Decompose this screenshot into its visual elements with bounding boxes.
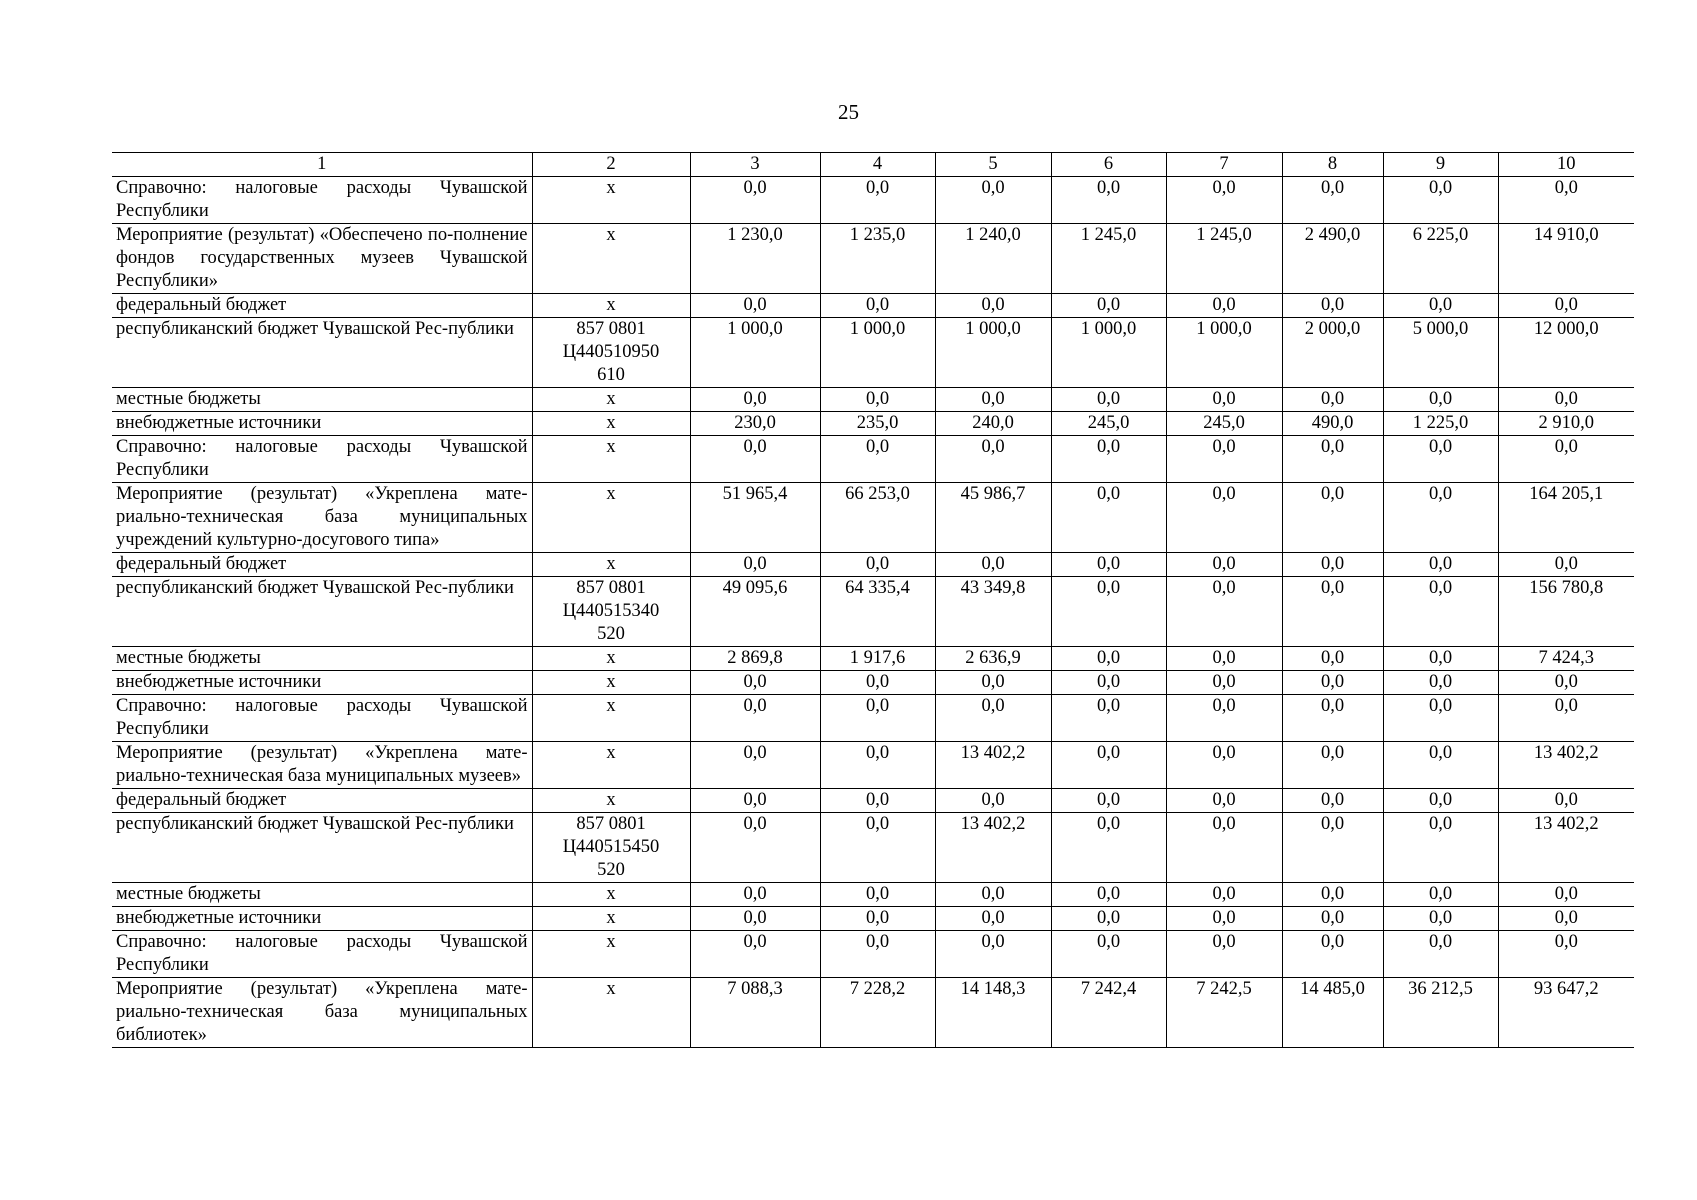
value-cell: 0,0 — [1282, 907, 1383, 931]
value-cell: 1 225,0 — [1383, 412, 1498, 436]
budget-code-line: 857 0801 — [576, 319, 646, 339]
value-cell: 0,0 — [1282, 553, 1383, 577]
value-cell: 0,0 — [1166, 553, 1282, 577]
value-cell: 0,0 — [935, 907, 1051, 931]
value-cell: 0,0 — [1498, 671, 1634, 695]
value-cell: 0,0 — [820, 553, 935, 577]
value-cell: 0,0 — [1498, 789, 1634, 813]
value-cell: 0,0 — [1498, 177, 1634, 224]
value-cell: 164 205,1 — [1498, 483, 1634, 553]
value-cell: 7 424,3 — [1498, 647, 1634, 671]
budget-code-cell — [532, 789, 690, 813]
budget-code-cell — [532, 553, 690, 577]
value-cell: 0,0 — [820, 695, 935, 742]
value-cell: 0,0 — [1498, 907, 1634, 931]
value-cell: 0,0 — [1498, 695, 1634, 742]
value-cell: 0,0 — [1383, 553, 1498, 577]
budget-code-cell — [532, 483, 690, 553]
value-cell: 0,0 — [1383, 789, 1498, 813]
value-cell: 0,0 — [690, 742, 820, 789]
column-header: 10 — [1498, 153, 1634, 177]
value-cell: 14 485,0 — [1282, 978, 1383, 1048]
table-row — [112, 695, 1634, 742]
budget-code-line: Ц440515340 — [562, 601, 660, 621]
budget-code-line: x — [606, 979, 616, 999]
value-cell: 0,0 — [820, 813, 935, 883]
value-cell: 0,0 — [1383, 436, 1498, 483]
value-cell: 0,0 — [1282, 388, 1383, 412]
value-cell: 0,0 — [1282, 813, 1383, 883]
value-cell: 0,0 — [1051, 883, 1166, 907]
row-label: республиканский бюджет Чувашской Рес-публики — [112, 813, 532, 883]
value-cell: 0,0 — [1498, 388, 1634, 412]
value-cell: 0,0 — [1282, 177, 1383, 224]
value-cell: 64 335,4 — [820, 577, 935, 647]
value-cell: 0,0 — [1282, 931, 1383, 978]
value-cell: 51 965,4 — [690, 483, 820, 553]
value-cell: 0,0 — [820, 436, 935, 483]
table-row — [112, 883, 1634, 907]
value-cell: 0,0 — [935, 388, 1051, 412]
value-cell: 0,0 — [820, 294, 935, 318]
table-row — [112, 436, 1634, 483]
value-cell: 2 636,9 — [935, 647, 1051, 671]
value-cell: 1 000,0 — [1051, 318, 1166, 388]
value-cell: 245,0 — [1051, 412, 1166, 436]
budget-code-line: x — [606, 648, 616, 668]
value-cell: 0,0 — [690, 388, 820, 412]
budget-code-cell — [532, 436, 690, 483]
row-label: местные бюджеты — [112, 647, 532, 671]
value-cell: 0,0 — [820, 907, 935, 931]
row-label: внебюджетные источники — [112, 412, 532, 436]
row-label: местные бюджеты — [112, 883, 532, 907]
row-label: Мероприятие (результат) «Обеспечено по-полнение фондов государственных музеев Чувашской Республики» — [112, 224, 532, 294]
row-label: Справочно: налоговые расходы Чувашской Республики — [112, 177, 532, 224]
value-cell: 0,0 — [1282, 671, 1383, 695]
row-label: Мероприятие (результат) «Укреплена мате-риально-техническая база муниципальных музеев» — [112, 742, 532, 789]
budget-code-cell — [532, 577, 690, 647]
value-cell: 93 647,2 — [1498, 978, 1634, 1048]
value-cell: 0,0 — [1383, 177, 1498, 224]
value-cell: 0,0 — [1282, 883, 1383, 907]
value-cell: 0,0 — [1282, 695, 1383, 742]
budget-code-line: x — [606, 884, 616, 904]
row-label: федеральный бюджет — [112, 294, 532, 318]
value-cell: 0,0 — [1383, 671, 1498, 695]
value-cell: 7 088,3 — [690, 978, 820, 1048]
value-cell: 0,0 — [690, 553, 820, 577]
value-cell: 0,0 — [1166, 577, 1282, 647]
value-cell: 0,0 — [690, 177, 820, 224]
column-header: 7 — [1166, 153, 1282, 177]
value-cell: 7 242,5 — [1166, 978, 1282, 1048]
value-cell: 0,0 — [690, 695, 820, 742]
value-cell: 0,0 — [1051, 483, 1166, 553]
value-cell: 1 000,0 — [935, 318, 1051, 388]
value-cell: 0,0 — [1383, 813, 1498, 883]
budget-code-line: x — [606, 908, 616, 928]
value-cell: 43 349,8 — [935, 577, 1051, 647]
budget-code-cell — [532, 647, 690, 671]
value-cell: 7 228,2 — [820, 978, 935, 1048]
value-cell: 490,0 — [1282, 412, 1383, 436]
value-cell: 0,0 — [690, 436, 820, 483]
budget-code-cell — [532, 412, 690, 436]
budget-code-line: Ц440515450 — [562, 837, 660, 857]
value-cell: 0,0 — [1051, 789, 1166, 813]
budget-code-cell — [532, 177, 690, 224]
value-cell: 0,0 — [690, 813, 820, 883]
value-cell: 0,0 — [1051, 907, 1166, 931]
table-row — [112, 647, 1634, 671]
value-cell: 14 910,0 — [1498, 224, 1634, 294]
row-label: Справочно: налоговые расходы Чувашской Республики — [112, 695, 532, 742]
value-cell: 0,0 — [1051, 436, 1166, 483]
budget-code-line: x — [606, 554, 616, 574]
value-cell: 0,0 — [935, 883, 1051, 907]
value-cell: 0,0 — [1166, 907, 1282, 931]
column-header: 4 — [820, 153, 935, 177]
value-cell: 0,0 — [935, 177, 1051, 224]
value-cell: 0,0 — [1166, 883, 1282, 907]
value-cell: 0,0 — [820, 742, 935, 789]
value-cell: 1 245,0 — [1051, 224, 1166, 294]
value-cell: 0,0 — [690, 294, 820, 318]
value-cell: 0,0 — [1282, 789, 1383, 813]
value-cell: 2 490,0 — [1282, 224, 1383, 294]
value-cell: 0,0 — [935, 789, 1051, 813]
header-row — [112, 153, 1634, 177]
value-cell: 0,0 — [1282, 577, 1383, 647]
row-label: Мероприятие (результат) «Укреплена мате-риально-техническая база муниципальных библиотек» — [112, 978, 532, 1048]
table-row — [112, 412, 1634, 436]
value-cell: 0,0 — [690, 671, 820, 695]
value-cell: 0,0 — [1051, 671, 1166, 695]
budget-code-cell — [532, 294, 690, 318]
budget-code-cell — [532, 978, 690, 1048]
value-cell: 0,0 — [1166, 813, 1282, 883]
value-cell: 6 225,0 — [1383, 224, 1498, 294]
value-cell: 49 095,6 — [690, 577, 820, 647]
value-cell: 240,0 — [935, 412, 1051, 436]
value-cell: 0,0 — [1383, 647, 1498, 671]
value-cell: 0,0 — [1383, 294, 1498, 318]
budget-code-line: x — [606, 484, 616, 504]
value-cell: 0,0 — [1383, 931, 1498, 978]
budget-code-cell — [532, 318, 690, 388]
row-label: Справочно: налоговые расходы Чувашской Республики — [112, 436, 532, 483]
table-row — [112, 813, 1634, 883]
value-cell: 0,0 — [820, 883, 935, 907]
value-cell: 2 000,0 — [1282, 318, 1383, 388]
value-cell: 13 402,2 — [935, 742, 1051, 789]
value-cell: 0,0 — [1282, 742, 1383, 789]
row-label: республиканский бюджет Чувашской Рес-публики — [112, 318, 532, 388]
budget-code-line: x — [606, 178, 616, 198]
value-cell: 13 402,2 — [935, 813, 1051, 883]
value-cell: 0,0 — [1282, 436, 1383, 483]
value-cell: 0,0 — [935, 931, 1051, 978]
value-cell: 0,0 — [1166, 483, 1282, 553]
row-label: федеральный бюджет — [112, 789, 532, 813]
budget-code-cell — [532, 742, 690, 789]
column-header: 2 — [532, 153, 690, 177]
value-cell: 0,0 — [935, 436, 1051, 483]
budget-code-line: x — [606, 696, 616, 716]
budget-code-cell — [532, 695, 690, 742]
table-row — [112, 318, 1634, 388]
table-row — [112, 671, 1634, 695]
table-row — [112, 224, 1634, 294]
column-header: 1 — [112, 153, 532, 177]
value-cell: 0,0 — [935, 553, 1051, 577]
value-cell: 12 000,0 — [1498, 318, 1634, 388]
value-cell: 0,0 — [1166, 695, 1282, 742]
row-label: федеральный бюджет — [112, 553, 532, 577]
column-header: 6 — [1051, 153, 1166, 177]
value-cell: 0,0 — [1498, 883, 1634, 907]
budget-code-line: 520 — [597, 860, 625, 880]
budget-code-line: x — [606, 225, 616, 245]
budget-code-line: x — [606, 790, 616, 810]
value-cell: 156 780,8 — [1498, 577, 1634, 647]
value-cell: 2 910,0 — [1498, 412, 1634, 436]
budget-code-line: x — [606, 672, 616, 692]
value-cell: 14 148,3 — [935, 978, 1051, 1048]
value-cell: 1 000,0 — [690, 318, 820, 388]
value-cell: 0,0 — [1383, 577, 1498, 647]
value-cell: 0,0 — [820, 388, 935, 412]
value-cell: 0,0 — [1282, 483, 1383, 553]
table-row — [112, 789, 1634, 813]
table-row — [112, 742, 1634, 789]
value-cell: 7 242,4 — [1051, 978, 1166, 1048]
value-cell: 0,0 — [1383, 388, 1498, 412]
row-label: республиканский бюджет Чувашской Рес-публики — [112, 577, 532, 647]
value-cell: 0,0 — [1051, 177, 1166, 224]
budget-code-line: x — [606, 389, 616, 409]
budget-code-line: 857 0801 — [576, 578, 646, 598]
value-cell: 1 000,0 — [1166, 318, 1282, 388]
table-row — [112, 907, 1634, 931]
value-cell: 0,0 — [820, 789, 935, 813]
value-cell: 1 000,0 — [820, 318, 935, 388]
budget-code-line: x — [606, 413, 616, 433]
column-header: 9 — [1383, 153, 1498, 177]
value-cell: 0,0 — [820, 177, 935, 224]
value-cell: 66 253,0 — [820, 483, 935, 553]
budget-code-cell — [532, 224, 690, 294]
budget-code-cell — [532, 931, 690, 978]
value-cell: 1 230,0 — [690, 224, 820, 294]
column-header: 5 — [935, 153, 1051, 177]
value-cell: 0,0 — [1383, 483, 1498, 553]
budget-code-line: Ц440510950 — [562, 342, 660, 362]
value-cell: 0,0 — [1051, 577, 1166, 647]
value-cell: 0,0 — [690, 789, 820, 813]
value-cell: 0,0 — [1166, 294, 1282, 318]
value-cell: 45 986,7 — [935, 483, 1051, 553]
value-cell: 0,0 — [690, 883, 820, 907]
budget-code-cell — [532, 671, 690, 695]
row-label: внебюджетные источники — [112, 907, 532, 931]
value-cell: 0,0 — [1051, 388, 1166, 412]
table-row — [112, 388, 1634, 412]
budget-code-line: x — [606, 295, 616, 315]
value-cell: 235,0 — [820, 412, 935, 436]
value-cell: 0,0 — [1498, 931, 1634, 978]
value-cell: 0,0 — [820, 671, 935, 695]
table-row — [112, 177, 1634, 224]
value-cell: 1 245,0 — [1166, 224, 1282, 294]
value-cell: 1 240,0 — [935, 224, 1051, 294]
value-cell: 2 869,8 — [690, 647, 820, 671]
value-cell: 1 917,6 — [820, 647, 935, 671]
table-row — [112, 931, 1634, 978]
value-cell: 13 402,2 — [1498, 813, 1634, 883]
value-cell: 36 212,5 — [1383, 978, 1498, 1048]
value-cell: 0,0 — [1282, 647, 1383, 671]
table-row — [112, 553, 1634, 577]
budget-code-line: x — [606, 932, 616, 952]
table-row — [112, 978, 1634, 1048]
table-row — [112, 294, 1634, 318]
value-cell: 0,0 — [820, 931, 935, 978]
value-cell: 0,0 — [1051, 931, 1166, 978]
row-label: Мероприятие (результат) «Укреплена мате-риально-техническая база муниципальных учреждений культурно-досугового типа» — [112, 483, 532, 553]
budget-table — [112, 152, 1634, 1048]
value-cell: 5 000,0 — [1383, 318, 1498, 388]
column-header: 8 — [1282, 153, 1383, 177]
budget-code-cell — [532, 907, 690, 931]
row-label: Справочно: налоговые расходы Чувашской Республики — [112, 931, 532, 978]
row-label: внебюджетные источники — [112, 671, 532, 695]
value-cell: 0,0 — [1166, 436, 1282, 483]
value-cell: 0,0 — [1051, 813, 1166, 883]
budget-code-line: 857 0801 — [576, 814, 646, 834]
value-cell: 13 402,2 — [1498, 742, 1634, 789]
value-cell: 0,0 — [1383, 883, 1498, 907]
budget-code-line: 610 — [597, 365, 625, 385]
table-row — [112, 483, 1634, 553]
table-body — [112, 177, 1634, 1048]
value-cell: 1 235,0 — [820, 224, 935, 294]
value-cell: 0,0 — [1166, 671, 1282, 695]
budget-code-line: x — [606, 437, 616, 457]
value-cell: 0,0 — [1051, 647, 1166, 671]
value-cell: 0,0 — [1051, 294, 1166, 318]
value-cell: 245,0 — [1166, 412, 1282, 436]
value-cell: 0,0 — [690, 907, 820, 931]
budget-code-line: 520 — [597, 624, 625, 644]
value-cell: 0,0 — [935, 671, 1051, 695]
value-cell: 0,0 — [1282, 294, 1383, 318]
value-cell: 0,0 — [1383, 907, 1498, 931]
value-cell: 230,0 — [690, 412, 820, 436]
value-cell: 0,0 — [1166, 742, 1282, 789]
value-cell: 0,0 — [1383, 695, 1498, 742]
value-cell: 0,0 — [1051, 553, 1166, 577]
table-row — [112, 577, 1634, 647]
value-cell: 0,0 — [1051, 695, 1166, 742]
column-header: 3 — [690, 153, 820, 177]
value-cell: 0,0 — [1383, 742, 1498, 789]
value-cell: 0,0 — [1166, 931, 1282, 978]
value-cell: 0,0 — [1166, 647, 1282, 671]
value-cell: 0,0 — [690, 931, 820, 978]
value-cell: 0,0 — [1166, 388, 1282, 412]
value-cell: 0,0 — [1166, 177, 1282, 224]
budget-code-cell — [532, 883, 690, 907]
value-cell: 0,0 — [1051, 742, 1166, 789]
page-number: 25 — [838, 100, 859, 124]
budget-code-cell — [532, 813, 690, 883]
budget-code-cell — [532, 388, 690, 412]
value-cell: 0,0 — [935, 294, 1051, 318]
value-cell: 0,0 — [1166, 789, 1282, 813]
value-cell: 0,0 — [1498, 553, 1634, 577]
row-label: местные бюджеты — [112, 388, 532, 412]
value-cell: 0,0 — [1498, 436, 1634, 483]
budget-code-line: x — [606, 743, 616, 763]
value-cell: 0,0 — [1498, 294, 1634, 318]
value-cell: 0,0 — [935, 695, 1051, 742]
